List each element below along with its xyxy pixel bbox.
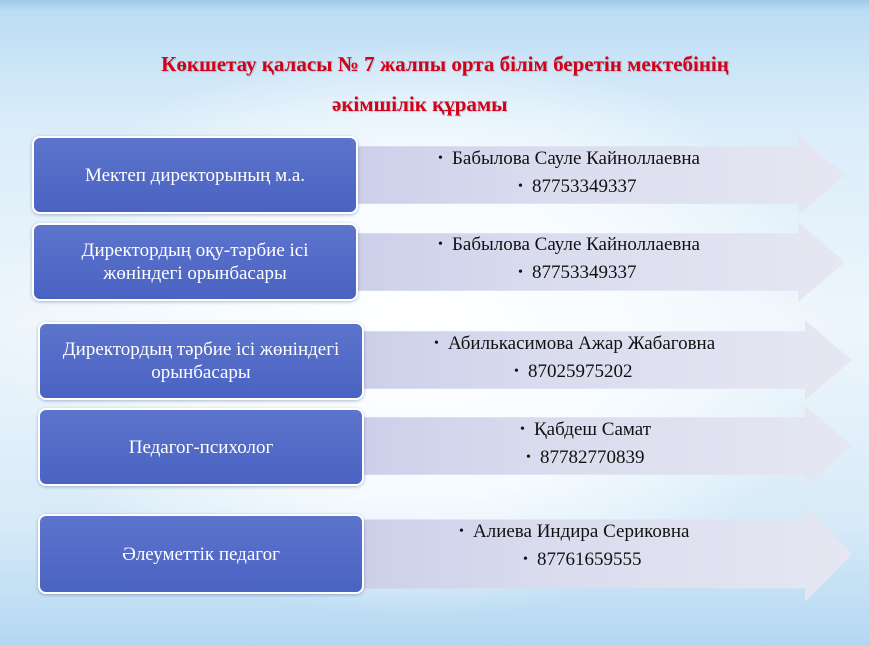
- position-box: [32, 136, 358, 214]
- contact-name: Абилькасимова Ажар Жабаговна: [448, 333, 716, 354]
- position-label: Әлеуметтік педагог: [122, 543, 280, 565]
- position-label: Директордың оқу-тәрбие ісі жөніндегі орынбасары: [81, 240, 309, 284]
- contact-phone: 87753349337: [532, 262, 637, 283]
- position-box: [38, 408, 364, 486]
- slide-title-line-2: әкімшілік құрамы: [332, 92, 508, 116]
- position-label: Мектеп директорының м.а.: [84, 164, 306, 186]
- position-box: [32, 223, 358, 301]
- contact-info: [459, 518, 689, 574]
- slide-title-line-1: Көкшетау қаласы № 7 жалпы орта білім беретін мектебінің: [161, 52, 729, 76]
- bullet-icon: •: [518, 265, 523, 280]
- position-label: Педагог-психолог: [128, 436, 274, 458]
- contact-info: [438, 231, 700, 287]
- bullet-icon: •: [523, 552, 528, 567]
- bullet-icon: •: [526, 450, 531, 465]
- contact-name: Бабылова Сауле Кайноллаевна: [452, 234, 700, 255]
- contact-phone: 87782770839: [540, 447, 645, 468]
- bullet-icon: •: [520, 422, 525, 437]
- position-label: Директордың тәрбие ісі жөніндегі орынбасары: [62, 339, 340, 383]
- bullet-icon: •: [434, 336, 439, 351]
- contact-phone: 87025975202: [528, 361, 633, 382]
- contact-info: [438, 145, 700, 201]
- contact-phone: 87761659555: [537, 549, 642, 570]
- bullet-icon: •: [518, 179, 523, 194]
- contact-name: Қабдеш Самат: [534, 419, 652, 440]
- contact-info: [434, 330, 715, 386]
- position-box: [38, 322, 364, 400]
- bullet-icon: •: [438, 151, 443, 166]
- contact-info: [520, 416, 651, 472]
- contact-name: Алиева Индира Сериковна: [473, 521, 690, 542]
- bullet-icon: •: [459, 524, 464, 539]
- bullet-icon: •: [514, 364, 519, 379]
- contact-name: Бабылова Сауле Кайноллаевна: [452, 148, 700, 169]
- position-box: [38, 514, 364, 594]
- contact-phone: 87753349337: [532, 176, 637, 197]
- bullet-icon: •: [438, 237, 443, 252]
